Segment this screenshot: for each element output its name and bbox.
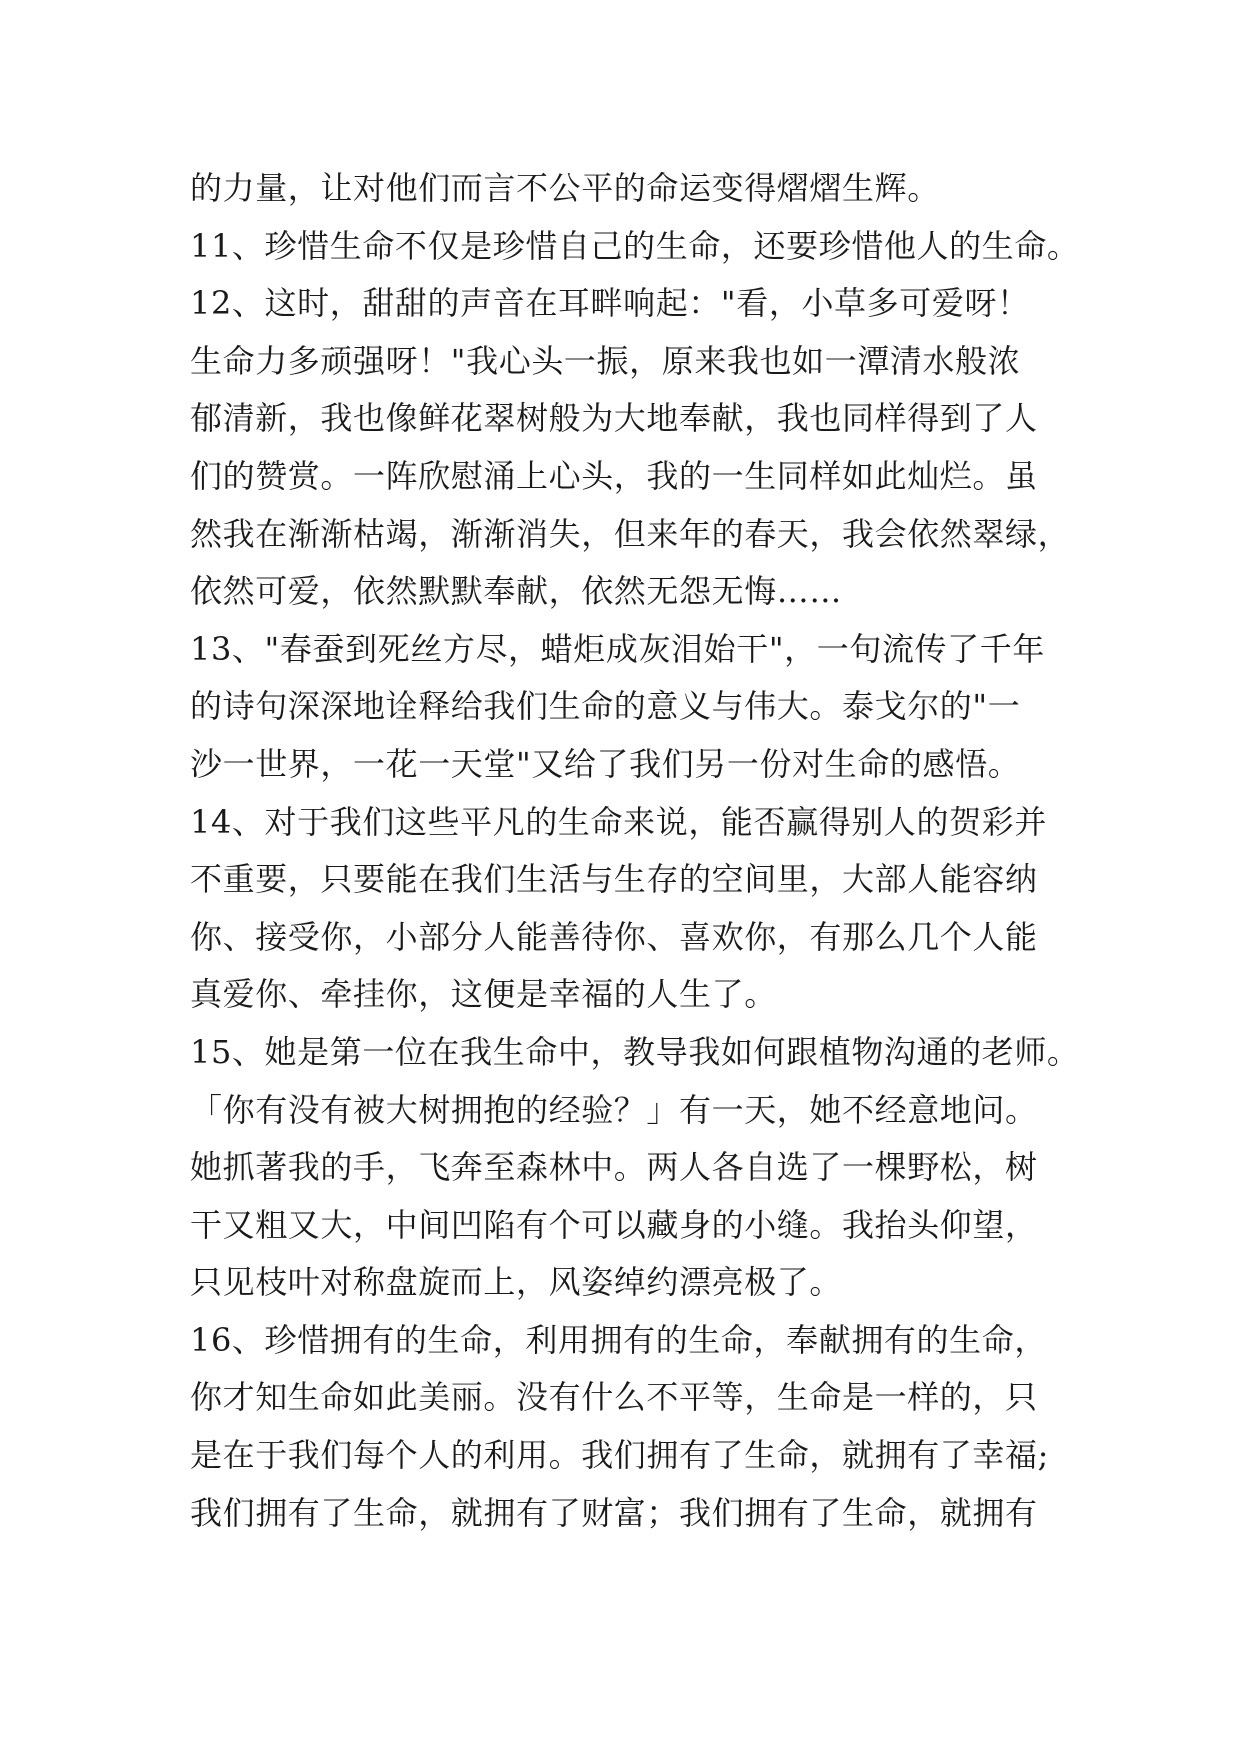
text-line: 11、珍惜生命不仅是珍惜自己的生命，还要珍惜他人的生命。	[190, 226, 1080, 265]
text-line: 只见枝叶对称盘旋而上，风姿绰约漂亮极了。	[190, 1263, 843, 1302]
text-line: 干又粗又大，中间凹陷有个可以藏身的小缝。我抬头仰望，	[190, 1205, 1038, 1244]
text-line: 你才知生命如此美丽。没有什么不平等，生命是一样的，只	[190, 1378, 1038, 1417]
text-line: 是在于我们每个人的利用。我们拥有了生命，就拥有了幸福;	[190, 1436, 1049, 1475]
text-line: 16、珍惜拥有的生命，利用拥有的生命，奉献拥有的生命，	[190, 1320, 1047, 1359]
text-line: 依然可爱，依然默默奉献，依然无怨无悔……	[190, 572, 843, 611]
text-line: 郁清新，我也像鲜花翠树般为大地奉献，我也同样得到了人	[190, 399, 1038, 438]
text-line: 的力量，让对他们而言不公平的命运变得熠熠生辉。	[190, 169, 940, 207]
text-line: 15、她是第一位在我生命中，教导我如何跟植物沟通的老师。	[190, 1032, 1080, 1071]
text-line: 「你有没有被大树拥抱的经验？」有一天，她不经意地问。	[190, 1090, 1038, 1129]
text-line: 你、接受你，小部分人能善待你、喜欢你，有那么几个人能	[190, 917, 1038, 956]
text-line: 她抓著我的手，飞奔至森林中。两人各自选了一棵野松，树	[190, 1148, 1038, 1187]
text-line: 13、"春蚕到死丝方尽，蜡炬成灰泪始干"，一句流传了千年	[190, 629, 1045, 668]
text-line: 不重要，只要能在我们生活与生存的空间里，大部人能容纳	[190, 860, 1038, 899]
text-line: 生命力多顽强呀！"我心头一振，原来我也如一潭清水般浓	[190, 341, 1021, 380]
text-line: 们的赞赏。一阵欣慰涌上心头，我的一生同样如此灿烂。虽	[190, 456, 1038, 495]
text-line: 12、这时，甜甜的声音在耳畔响起："看，小草多可爱呀！	[190, 284, 1030, 323]
document-body	[190, 160, 1090, 1542]
text-line: 然我在渐渐枯竭，渐渐消失，但来年的春天，我会依然翠绿，	[190, 514, 1071, 553]
text-line: 沙一世界，一花一天堂"又给了我们另一份对生命的感悟。	[190, 744, 1021, 783]
text-line: 我们拥有了生命，就拥有了财富；我们拥有了生命，就拥有	[190, 1493, 1038, 1532]
text-line: 的诗句深深地诠释给我们生命的意义与伟大。泰戈尔的"一	[190, 687, 1021, 726]
text-line: 14、对于我们这些平凡的生命来说，能否赢得别人的贺彩并	[190, 802, 1047, 841]
text-line: 真爱你、牵挂你，这便是幸福的人生了。	[190, 975, 777, 1014]
